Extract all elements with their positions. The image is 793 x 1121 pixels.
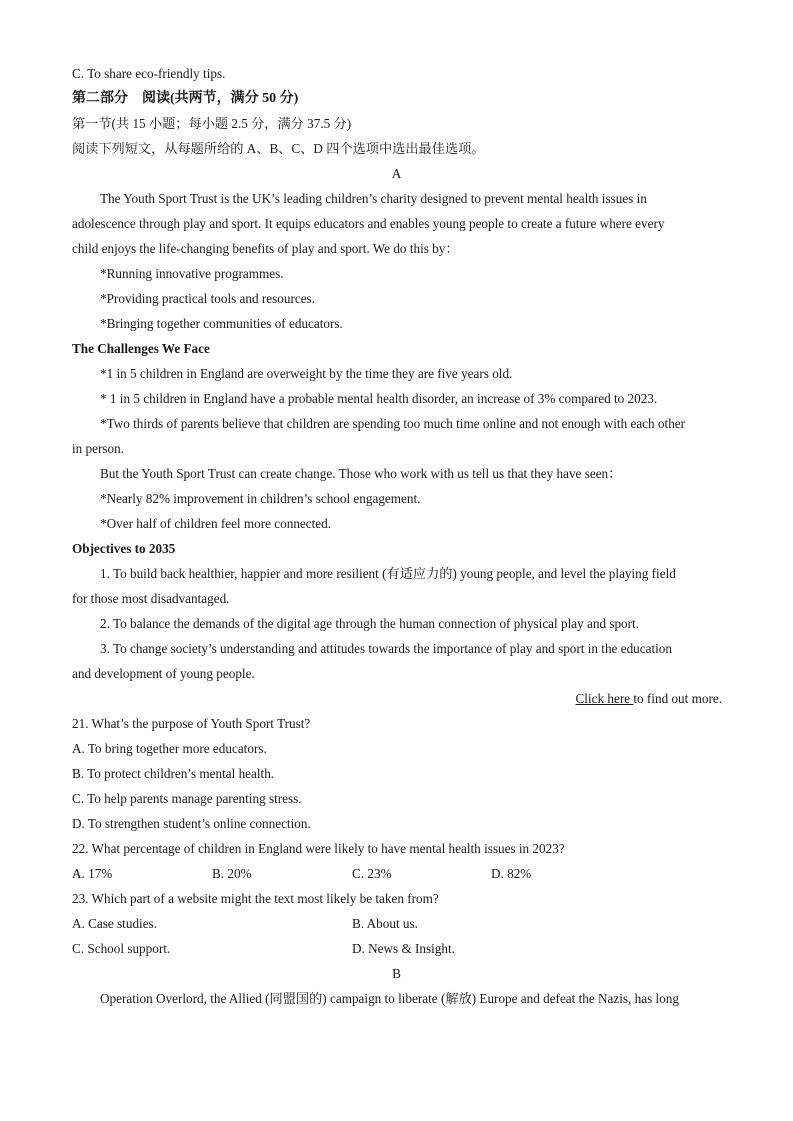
question-23-option-d: D. News & Insight. xyxy=(352,941,455,956)
passage-a-intro-line-1: The Youth Sport Trust is the UK’s leading children’s charity designed to prevent mental health issues in xyxy=(100,191,647,206)
question-23-option-a: A. Case studies. xyxy=(72,916,157,931)
objective-item-continued: and development of young people. xyxy=(72,666,255,681)
prev-option-c: C. To share eco-friendly tips. xyxy=(72,66,226,81)
bullet-item: *Running innovative programmes. xyxy=(100,266,284,281)
bullet-item: *Providing practical tools and resources. xyxy=(100,291,315,306)
challenge-item-continued: in person. xyxy=(72,441,125,456)
find-out-more-line xyxy=(576,690,723,707)
question-21-stem: 21. What’s the purpose of Youth Sport Trust? xyxy=(72,716,311,731)
instructions: 阅读下列短文，从每题所给的 A、B、C、D 四个选项中选出最佳选项。 xyxy=(72,141,485,156)
question-23-option-b: B. About us. xyxy=(352,916,418,931)
passage-a-intro-line-2: adolescence through play and sport. It equips educators and enables young people to create a future where every xyxy=(72,216,665,231)
question-21-option-b: B. To protect children’s mental health. xyxy=(72,766,275,781)
question-23-stem: 23. Which part of a website might the text most likely be taken from? xyxy=(72,891,439,906)
objective-item: 3. To change society’s understanding and attitudes towards the importance of play and sport in the education xyxy=(100,641,672,656)
click-here-link[interactable]: Click here xyxy=(575,691,634,706)
passage-b-first-line: Operation Overlord, the Allied (同盟国的) campaign to liberate (解放) Europe and defeat the Nazis, has long xyxy=(100,991,679,1006)
objective-item: 1. To build back healthier, happier and more resilient (有适应力的) young people, and level the playing field xyxy=(100,566,676,581)
objectives-heading: Objectives to 2035 xyxy=(72,541,176,556)
passage-a-letter: A xyxy=(391,166,402,181)
bullet-item: *Bringing together communities of educators. xyxy=(100,316,343,331)
challenges-heading: The Challenges We Face xyxy=(72,341,210,356)
objective-item: 2. To balance the demands of the digital age through the human connection of physical play and sport. xyxy=(100,616,640,631)
link-suffix: to find out more. xyxy=(633,691,722,706)
challenge-item: *1 in 5 children in England are overweight by the time they are five years old. xyxy=(100,366,513,381)
question-22-option-a: A. 17% xyxy=(72,866,113,881)
question-21-option-c: C. To help parents manage parenting stress. xyxy=(72,791,302,806)
objective-item-continued: for those most disadvantaged. xyxy=(72,591,230,606)
result-item: *Over half of children feel more connected. xyxy=(100,516,332,531)
question-23-option-c: C. School support. xyxy=(72,941,171,956)
part-heading: 第二部分 阅读(共两节，满分 50 分) xyxy=(72,91,299,106)
section-heading: 第一节(共 15 小题；每小题 2.5 分，满分 37.5 分) xyxy=(72,116,352,131)
passage-a-intro-line-3: child enjoys the life-changing benefits of play and sport. We do this by： xyxy=(72,241,459,256)
challenge-item: * 1 in 5 children in England have a probable mental health disorder, an increase of 3% compared to 2023. xyxy=(100,391,658,406)
challenge-item: *Two thirds of parents believe that children are spending too much time online and not enough with each other xyxy=(100,416,686,431)
question-22-option-b: B. 20% xyxy=(212,866,252,881)
result-item: *Nearly 82% improvement in children’s school engagement. xyxy=(100,491,421,506)
passage-b-letter: B xyxy=(392,966,401,981)
change-line: But the Youth Sport Trust can create change. Those who work with us tell us that they have seen： xyxy=(100,466,622,481)
question-21-option-a: A. To bring together more educators. xyxy=(72,741,267,756)
question-21-option-d: D. To strengthen student’s online connection. xyxy=(72,816,311,831)
question-22-stem: 22. What percentage of children in England were likely to have mental health issues in 2023? xyxy=(72,841,565,856)
question-22-option-d: D. 82% xyxy=(491,866,532,881)
question-22-option-c: C. 23% xyxy=(352,866,392,881)
